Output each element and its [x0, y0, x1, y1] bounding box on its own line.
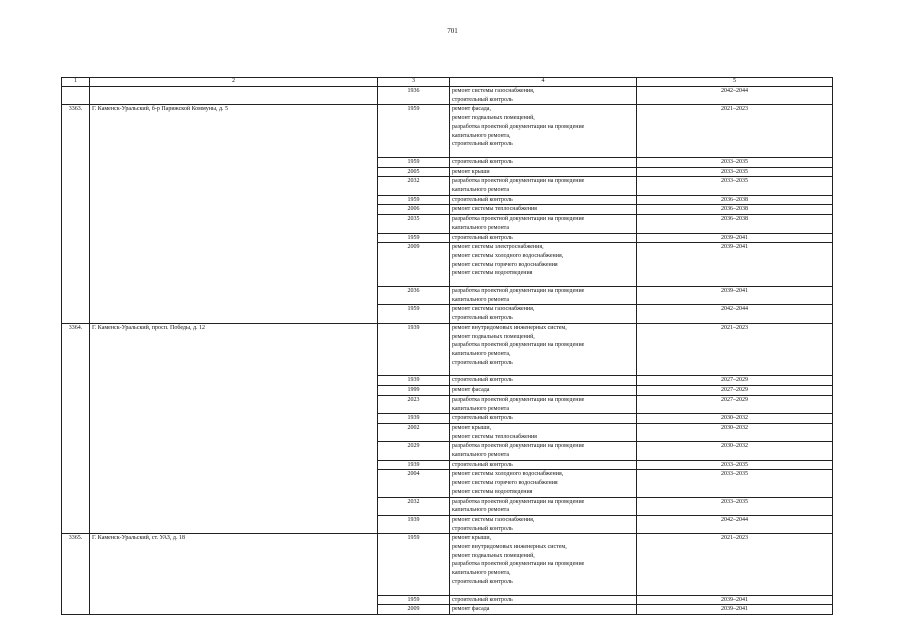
repair-work-types: разработка проектной документации на проведение капитального ремонта [450, 177, 637, 195]
building-address: Г. Каменск-Уральский, ст. УАЗ, д. 18 [90, 534, 378, 615]
construction-year: 2006 [378, 205, 450, 215]
repair-work-types: разработка проектной документации на проведение капитального ремонта [450, 395, 637, 413]
repair-work-types: ремонт фасада [450, 605, 637, 615]
page-number: 701 [447, 27, 458, 35]
construction-year: 2032 [378, 497, 450, 515]
planned-period: 2033–2035 [637, 157, 833, 167]
repair-work-types: разработка проектной документации на проведение капитального ремонта [450, 287, 637, 305]
planned-period: 2039–2041 [637, 243, 833, 287]
planned-period: 2039–2041 [637, 595, 833, 605]
construction-year: 2004 [378, 470, 450, 497]
header-col-5: 5 [637, 78, 833, 87]
planned-period: 2039–2041 [637, 233, 833, 243]
repair-work-types: ремонт системы газоснабжения, строительный контроль [450, 87, 637, 105]
table-row [62, 87, 833, 105]
building-address [90, 87, 378, 105]
repair-work-types: ремонт фасада [450, 386, 637, 396]
repair-work-types: строительный контроль [450, 157, 637, 167]
planned-period: 2021–2023 [637, 323, 833, 376]
repair-work-types: строительный контроль [450, 595, 637, 605]
planned-period: 2030–2032 [637, 414, 833, 424]
planned-period: 2042–2044 [637, 305, 833, 323]
repair-work-types: разработка проектной документации на проведение капитального ремонта [450, 497, 637, 515]
planned-period: 2039–2041 [637, 605, 833, 615]
repair-work-types: разработка проектной документации на проведение капитального ремонта [450, 215, 637, 233]
construction-year: 1939 [378, 376, 450, 386]
planned-period: 2036–2038 [637, 195, 833, 205]
planned-period: 2030–2032 [637, 423, 833, 441]
construction-year: 2002 [378, 423, 450, 441]
repair-work-types: ремонт внутридомовых инженерных систем, ремонт подвальных помещений, разработка проектной документации на проведение капитального ремонта, строительный контроль [450, 323, 637, 376]
row-number: 3363. [62, 105, 90, 323]
planned-period: 2033–2035 [637, 497, 833, 515]
building-address: Г. Каменск-Уральский, просп. Победы, д. 12 [90, 323, 378, 533]
construction-year: 1959 [378, 157, 450, 167]
construction-year: 2005 [378, 167, 450, 177]
repair-work-types: строительный контроль [450, 460, 637, 470]
construction-year: 2009 [378, 605, 450, 615]
repair-work-types: ремонт системы газоснабжения, строительный контроль [450, 305, 637, 323]
construction-year: 1959 [378, 195, 450, 205]
repair-work-types: ремонт системы теплоснабжения [450, 205, 637, 215]
planned-period: 2021–2023 [637, 534, 833, 595]
repair-work-types: строительный контроль [450, 195, 637, 205]
planned-period: 2042–2044 [637, 87, 833, 105]
repair-work-types: ремонт системы газоснабжения, строительный контроль [450, 515, 637, 533]
repair-work-types: строительный контроль [450, 414, 637, 424]
table-row [62, 323, 833, 376]
repair-work-types: строительный контроль [450, 376, 637, 386]
header-col-4: 4 [450, 78, 637, 87]
header-col-1: 1 [62, 78, 90, 87]
repair-schedule-table [61, 77, 833, 615]
repair-work-types: ремонт крыши [450, 167, 637, 177]
construction-year: 1936 [378, 87, 450, 105]
repair-work-types: ремонт фасада, ремонт подвальных помещений, разработка проектной документации на проведение капитального ремонта, строительный контроль [450, 105, 637, 158]
planned-period: 2027–2029 [637, 376, 833, 386]
planned-period: 2027–2029 [637, 395, 833, 413]
header-col-2: 2 [90, 78, 378, 87]
repair-work-types: ремонт системы электроснабжения, ремонт системы холодного водоснабжения, ремонт системы горячего водоснабжения ремонт системы водоотведения [450, 243, 637, 287]
construction-year: 1939 [378, 460, 450, 470]
planned-period: 2036–2038 [637, 205, 833, 215]
repair-work-types: разработка проектной документации на проведение капитального ремонта [450, 442, 637, 460]
construction-year: 2036 [378, 287, 450, 305]
construction-year: 1959 [378, 305, 450, 323]
table-row [62, 105, 833, 158]
construction-year: 1939 [378, 323, 450, 376]
construction-year: 2029 [378, 442, 450, 460]
repair-work-types: ремонт крыши, ремонт системы теплоснабжения [450, 423, 637, 441]
planned-period: 2042–2044 [637, 515, 833, 533]
construction-year: 2032 [378, 177, 450, 195]
construction-year: 1959 [378, 595, 450, 605]
repair-work-types: ремонт крыши, ремонт внутридомовых инженерных систем, ремонт подвальных помещений, разработка проектной документации на проведение капитального ремонта, строительный контроль [450, 534, 637, 595]
construction-year: 1959 [378, 534, 450, 595]
planned-period: 2033–2035 [637, 460, 833, 470]
planned-period: 2030–2032 [637, 442, 833, 460]
table-header-row [62, 78, 833, 87]
building-address: Г. Каменск-Уральский, б-р Парижской Коммуны, д. 5 [90, 105, 378, 323]
planned-period: 2021–2023 [637, 105, 833, 158]
planned-period: 2036–2038 [637, 215, 833, 233]
repair-work-types: ремонт системы холодного водоснабжения, ремонт системы горячего водоснабжения ремонт системы водоотведения [450, 470, 637, 497]
repair-work-types: строительный контроль [450, 233, 637, 243]
construction-year: 2009 [378, 243, 450, 287]
planned-period: 2033–2035 [637, 167, 833, 177]
header-col-3: 3 [378, 78, 450, 87]
construction-year: 2023 [378, 395, 450, 413]
construction-year: 1959 [378, 105, 450, 158]
construction-year: 2035 [378, 215, 450, 233]
construction-year: 1939 [378, 515, 450, 533]
construction-year: 1939 [378, 414, 450, 424]
planned-period: 2033–2035 [637, 470, 833, 497]
planned-period: 2039–2041 [637, 287, 833, 305]
construction-year: 1999 [378, 386, 450, 396]
row-number: 3365. [62, 534, 90, 615]
table-row [62, 534, 833, 595]
row-number: 3364. [62, 323, 90, 533]
planned-period: 2033–2035 [637, 177, 833, 195]
row-number [62, 87, 90, 105]
planned-period: 2027–2029 [637, 386, 833, 396]
construction-year: 1959 [378, 233, 450, 243]
